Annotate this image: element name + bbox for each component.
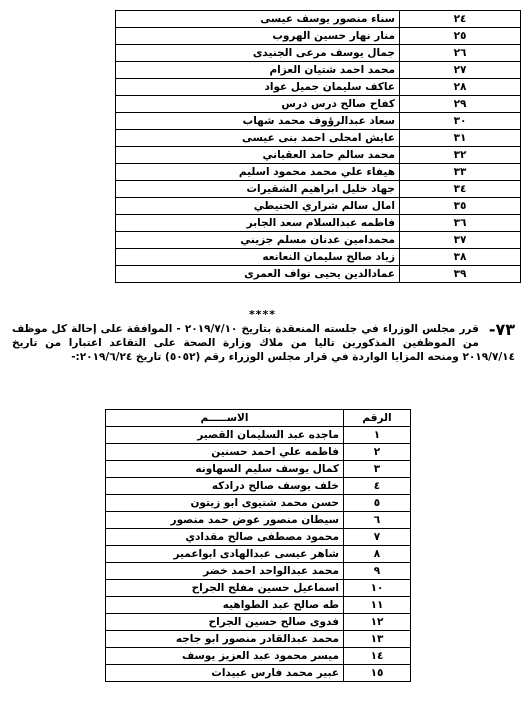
table-row [106,563,411,580]
employee-name: فدوى صالح حسين الجراح [106,614,344,631]
table-row [116,130,521,147]
employee-name: محمد عبدالقادر منصور ابو جاجه [106,631,344,648]
row-number: ٣٨ [400,249,521,266]
table-row [106,529,411,546]
table-row [106,631,411,648]
row-number: ٣ [344,461,411,478]
table-row [116,215,521,232]
table-body [116,11,521,283]
table-body [106,427,411,682]
row-number: ٥ [344,495,411,512]
employee-name: امال سالم شراري الحنيطي [116,198,400,215]
row-number: ٣٦ [400,215,521,232]
table-row [116,113,521,130]
row-number: ٢٦ [400,45,521,62]
table-row [116,164,521,181]
employee-name: زياد صالح سليمان النعانعه [116,249,400,266]
employee-name: عبير محمد فارس عبيدات [106,665,344,682]
row-number: ٩ [344,563,411,580]
row-number: ٢٤ [400,11,521,28]
table-row [106,546,411,563]
table-row [116,249,521,266]
table-row [106,444,411,461]
table-row [106,597,411,614]
row-number: ٢ [344,444,411,461]
employee-name: ميسر محمود عبد العزيز يوسف [106,648,344,665]
row-number: ٣٧ [400,232,521,249]
employee-name: سناء منصور يوسف عيسى [116,11,400,28]
employee-name: منار نهار حسين الهروب [116,28,400,45]
table-row [106,648,411,665]
employee-name: حسن محمد شتيوى ابو زيتون [106,495,344,512]
row-number: ١١ [344,597,411,614]
employee-name: كفاح صالح درس درس [116,96,400,113]
table-row [106,495,411,512]
employee-name: جمال يوسف مرعى الجنيدى [116,45,400,62]
employee-name: خلف يوسف صالح درادكه [106,478,344,495]
row-number: ٢٧ [400,62,521,79]
row-number: ١٤ [344,648,411,665]
employee-name: هيفاء علي محمد محمود اسليم [116,164,400,181]
row-number: ١٠ [344,580,411,597]
table-row [116,45,521,62]
employee-name: سعاد عبدالرؤوف محمد شهاب [116,113,400,130]
employee-name: كمال يوسف سليم السهاونه [106,461,344,478]
row-number: ٣٠ [400,113,521,130]
retirees-table-continued [115,10,521,283]
table-row [116,198,521,215]
table-row [116,62,521,79]
row-number: ١٢ [344,614,411,631]
decision-text: قرر مجلس الوزراء في جلسته المنعقدة بتاريخ ٢٠١٩/٧/١٠ - الموافقة على إحالة كل موظف من الموظفين المذكورين تاليا من ملاك وزارة الصحة على التقاعد اعتبارا من تاريخ ٢٠١٩/٧/١٤ ومنحه المزايا الواردة في قرار مجلس الوزراء رقم (٥٠٥٢) تاريخ ٢٠١٩/٦/٢٤:- [12,323,515,363]
row-number: ١٣ [344,631,411,648]
decision-number: ٧٣- [488,320,515,339]
row-number: ٣٤ [400,181,521,198]
employee-name: محمدامين عدنان مسلم جزيني [116,232,400,249]
employee-name: عمادالدين يحيى نواف العمرى [116,266,400,283]
row-number: ٣٩ [400,266,521,283]
employee-name: عاكف سليمان جميل عواد [116,79,400,96]
table-row [106,580,411,597]
employee-name: محمد احمد شتيان العزام [116,62,400,79]
table-row [106,614,411,631]
employee-name: اسماعيل حسين مفلح الجراح [106,580,344,597]
table-row [106,427,411,444]
cabinet-decision [12,322,515,364]
table-row [106,461,411,478]
employee-name: محمود مصطفى صالح مقدادي [106,529,344,546]
row-number: ٢٨ [400,79,521,96]
employee-name: عايش امجلى احمد بنى عيسى [116,130,400,147]
employee-name: فاطمه عبدالسلام سعد الجابر [116,215,400,232]
employee-name: محمد عبدالواحد احمد خضر [106,563,344,580]
table-row [116,11,521,28]
row-number: ٦ [344,512,411,529]
section-separator: **** [248,308,276,321]
header-number: الرقم [344,410,411,427]
employee-name: جهاد خليل ابراهيم الشقيرات [116,181,400,198]
employee-name: سيطان منصور عوض حمد منصور [106,512,344,529]
row-number: ٢٩ [400,96,521,113]
table-row [116,79,521,96]
table-row [116,28,521,45]
employee-name: طه صالح عبد الطواهيه [106,597,344,614]
employee-name: فاطمه علي احمد حسنين [106,444,344,461]
table-row [116,96,521,113]
row-number: ٢٥ [400,28,521,45]
row-number: ٧ [344,529,411,546]
row-number: ٣٥ [400,198,521,215]
table-row [116,232,521,249]
header-name: الاســـــم [106,410,344,427]
table-header-row [106,410,411,427]
row-number: ٣٢ [400,147,521,164]
employee-name: شاهر عيسى عبدالهادى ابواعمير [106,546,344,563]
row-number: ١ [344,427,411,444]
employee-name: محمد سالم حامد العقباني [116,147,400,164]
row-number: ٣١ [400,130,521,147]
table-row [106,478,411,495]
table-row [106,512,411,529]
retirees-table [105,409,411,682]
table-row [116,147,521,164]
row-number: ١٥ [344,665,411,682]
table-row [106,665,411,682]
table-row [116,181,521,198]
employee-name: ماجده عبد السليمان القصير [106,427,344,444]
table-row [116,266,521,283]
row-number: ٤ [344,478,411,495]
row-number: ٣٣ [400,164,521,181]
row-number: ٨ [344,546,411,563]
